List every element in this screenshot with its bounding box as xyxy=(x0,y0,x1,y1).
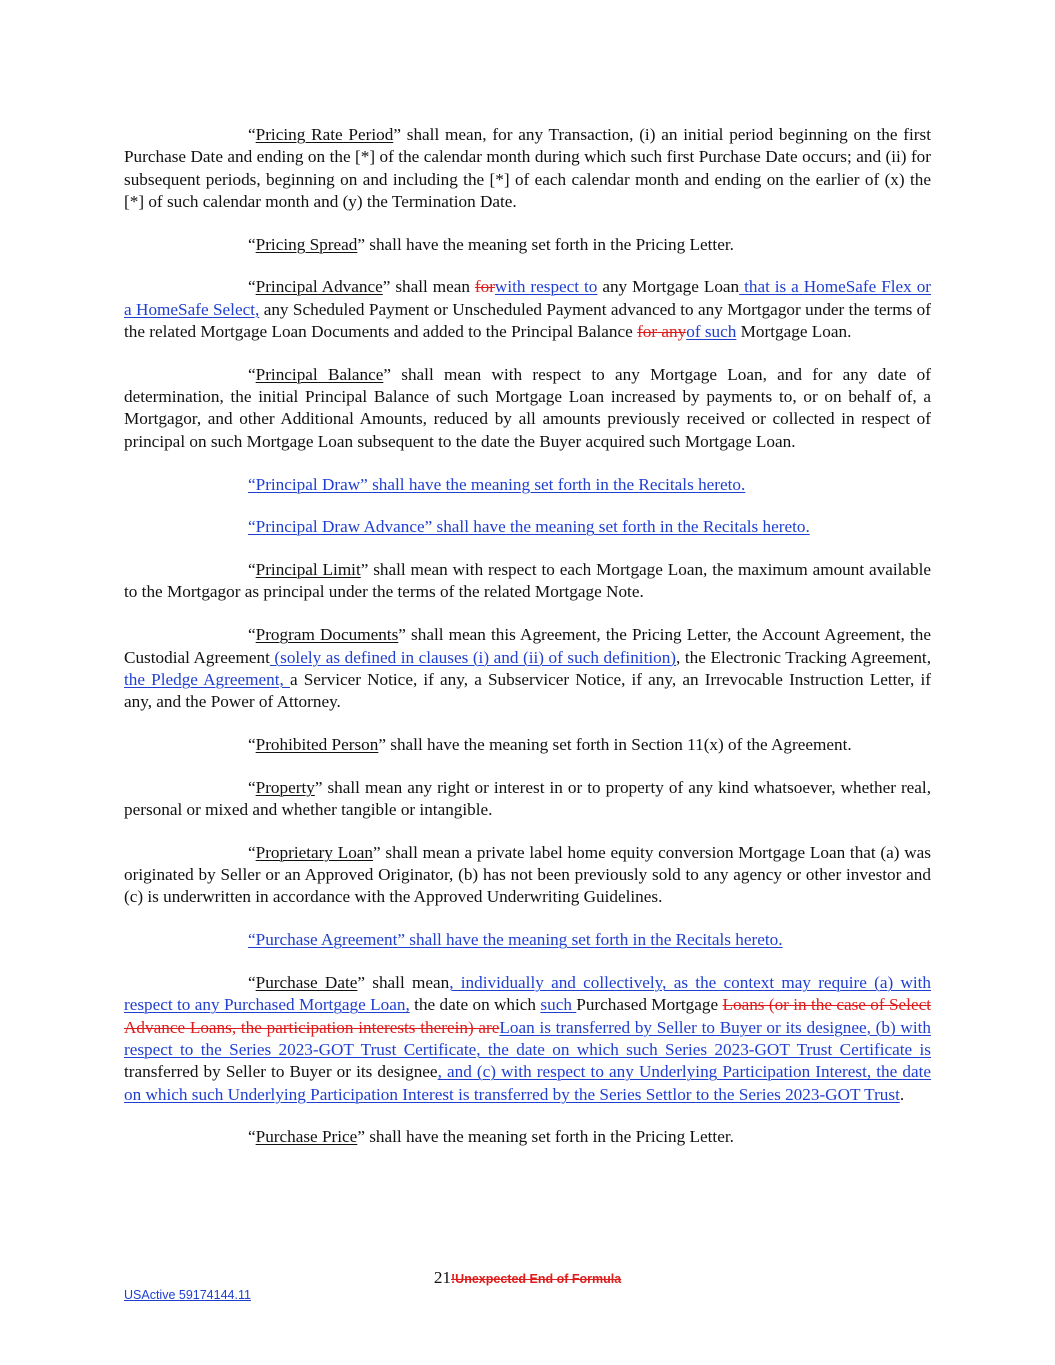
definition-proprietary-loan xyxy=(124,842,931,909)
page-number: 21 xyxy=(433,1268,452,1287)
body-text: ” shall mean xyxy=(357,973,450,993)
definition-principal-balance xyxy=(124,364,931,453)
formula-error-text: !Unexpected End of Formula xyxy=(451,1272,622,1286)
definition-pricing-spread xyxy=(124,234,931,256)
definition-purchase-agreement xyxy=(124,929,931,951)
body-text: ” shall mean any right or interest in or to property of any kind whatsoever, whether real, personal or mixed and whether tangible or intangible. xyxy=(124,777,931,820)
defined-term: Proprietary Loan xyxy=(255,842,374,862)
defined-term: Purchase Date xyxy=(255,973,358,993)
definition-principal-limit xyxy=(124,559,931,604)
body-text: a Servicer Notice, if any, a Subservicer Notice, if any, an Irrevocable Instruction Letter, if any, and the Power of Attorney. xyxy=(124,669,931,712)
document-id-link[interactable]: USActive 59174144.11 xyxy=(124,1288,251,1302)
definition-prohibited-person xyxy=(124,734,931,756)
body-text: “ xyxy=(248,625,256,645)
definition-principal-draw-advance xyxy=(124,516,931,538)
defined-term: Principal Limit xyxy=(255,560,361,580)
defined-term: Principal Advance xyxy=(255,277,383,297)
body-text: the date on which xyxy=(409,995,541,1015)
body-text: “ xyxy=(248,277,256,297)
body-text: Mortgage Loan. xyxy=(736,322,852,342)
body-text: ” shall mean a private label home equity conversion Mortgage Loan that (a) was originated by Seller or an Approved Originator, (b) has not been previously sold to any agency or other investor and (c) is underwritten in accordance with the Approved Underwriting Guidelines. xyxy=(124,842,931,907)
defined-term: Purchase Price xyxy=(255,1127,358,1147)
body-text: any Mortgage Loan xyxy=(597,277,740,297)
definition-pricing-rate-period xyxy=(124,124,931,213)
inserted-text: “Principal Draw” shall have the meaning set forth in the Recitals hereto. xyxy=(248,474,746,494)
body-text: ” shall have the meaning set forth in the Pricing Letter. xyxy=(357,234,734,254)
body-text: ” shall mean this Agreement, the Pricing Letter, the Account Agreement, the Custodial Agreement xyxy=(124,625,931,667)
definitions-section xyxy=(124,124,931,1169)
inserted-text: “Purchase Agreement” shall have the meaning set forth in the Recitals hereto. xyxy=(248,930,783,950)
deleted-text: for any xyxy=(637,322,687,342)
inserted-text: that is a HomeSafe Flex or a HomeSafe Select, xyxy=(124,277,932,319)
inserted-text: the Pledge Agreement, xyxy=(124,669,290,689)
page-footer xyxy=(0,1268,1055,1289)
body-text: “ xyxy=(248,560,256,580)
definition-purchase-price xyxy=(124,1126,931,1148)
body-text: “ xyxy=(248,234,256,254)
inserted-text: Loan is transferred by Seller to Buyer or its designee, (b) with respect to the Series 2023-GOT Trust Certificate, the date on which such Series 2023-GOT Trust Certificate is xyxy=(124,1017,931,1059)
inserted-text: , individually and collectively, as the context may require (a) with respect to any Purchased Mortgage Loan, xyxy=(124,973,932,1015)
definition-program-documents xyxy=(124,624,931,713)
defined-term: Pricing Spread xyxy=(255,234,358,254)
inserted-text: with respect to xyxy=(494,277,598,297)
defined-term: Principal Balance xyxy=(255,364,384,384)
body-text: ” shall mean with respect to each Mortgage Loan, the maximum amount available to the Mortgagor as principal under the terms of the related Mortgage Note. xyxy=(124,560,932,602)
body-text: Purchased Mortgage xyxy=(576,995,723,1015)
definition-property xyxy=(124,777,931,822)
inserted-text: “Principal Draw Advance” shall have the meaning set forth in the Recitals hereto. xyxy=(248,517,810,537)
body-text: transferred by Seller to Buyer or its designee xyxy=(124,1062,438,1082)
defined-term: Program Documents xyxy=(255,625,399,645)
body-text: ” shall have the meaning set forth in Section 11(x) of the Agreement. xyxy=(378,734,852,754)
deleted-text: for xyxy=(474,277,495,297)
body-text: “ xyxy=(248,777,256,797)
body-text: “ xyxy=(248,125,256,144)
body-text: “ xyxy=(248,1127,256,1147)
defined-term: Property xyxy=(255,777,315,797)
inserted-text: such xyxy=(540,995,577,1015)
deleted-text: Loans (or in the case of Select Advance Loans, the participation interests therein) are xyxy=(124,995,931,1037)
body-text: “ xyxy=(248,973,256,993)
inserted-text: (solely as defined in clauses (i) and (ii) of such definition) xyxy=(269,647,677,667)
defined-term: Pricing Rate Period xyxy=(255,125,394,144)
inserted-text: of such xyxy=(686,322,737,342)
defined-term: Prohibited Person xyxy=(255,734,379,754)
body-text: “ xyxy=(248,842,256,862)
body-text: ” shall mean with respect to any Mortgage Loan, and for any date of determination, the initial Principal Balance of such Mortgage Loan increased by payments to, or on behalf of, a Mortgagor, and other Additional Amounts, reduced by all amounts previously received or collected in respect of principal on such Mortgage Loan subsequent to the date the Buyer acquired such Mortgage Loan. xyxy=(124,364,931,451)
body-text: ” shall have the meaning set forth in the Pricing Letter. xyxy=(357,1127,734,1147)
body-text: any Scheduled Payment or Unscheduled Payment advanced to any Mortgagor under the terms of the related Mortgage Loan Documents and added to the Principal Balance xyxy=(124,299,931,342)
body-text: . xyxy=(899,1084,905,1104)
body-text: “ xyxy=(248,364,256,384)
body-text: “ xyxy=(248,734,256,754)
body-text: ” shall mean xyxy=(382,277,475,297)
definition-principal-draw xyxy=(124,474,931,496)
definition-purchase-date xyxy=(124,972,931,1106)
body-text: , the Electronic Tracking Agreement, xyxy=(676,647,931,667)
definition-principal-advance xyxy=(124,276,931,343)
inserted-text: , and (c) with respect to any Underlying Participation Interest, the date on which such Underlying Participation Interest is transferred by the Series Settlor to the Series 2023-GOT Trust xyxy=(124,1062,931,1104)
body-text: ” shall mean, for any Transaction, (i) an initial period beginning on the first Purchase Date and ending on the [*] of the calendar month during which such first Purchase Date occurs; and (ii) for subsequent periods, beginning on and including the [*] of each calendar month and ending on the earlier of (x) the [*] of such calendar month and (y) the Termination Date. xyxy=(124,125,931,211)
